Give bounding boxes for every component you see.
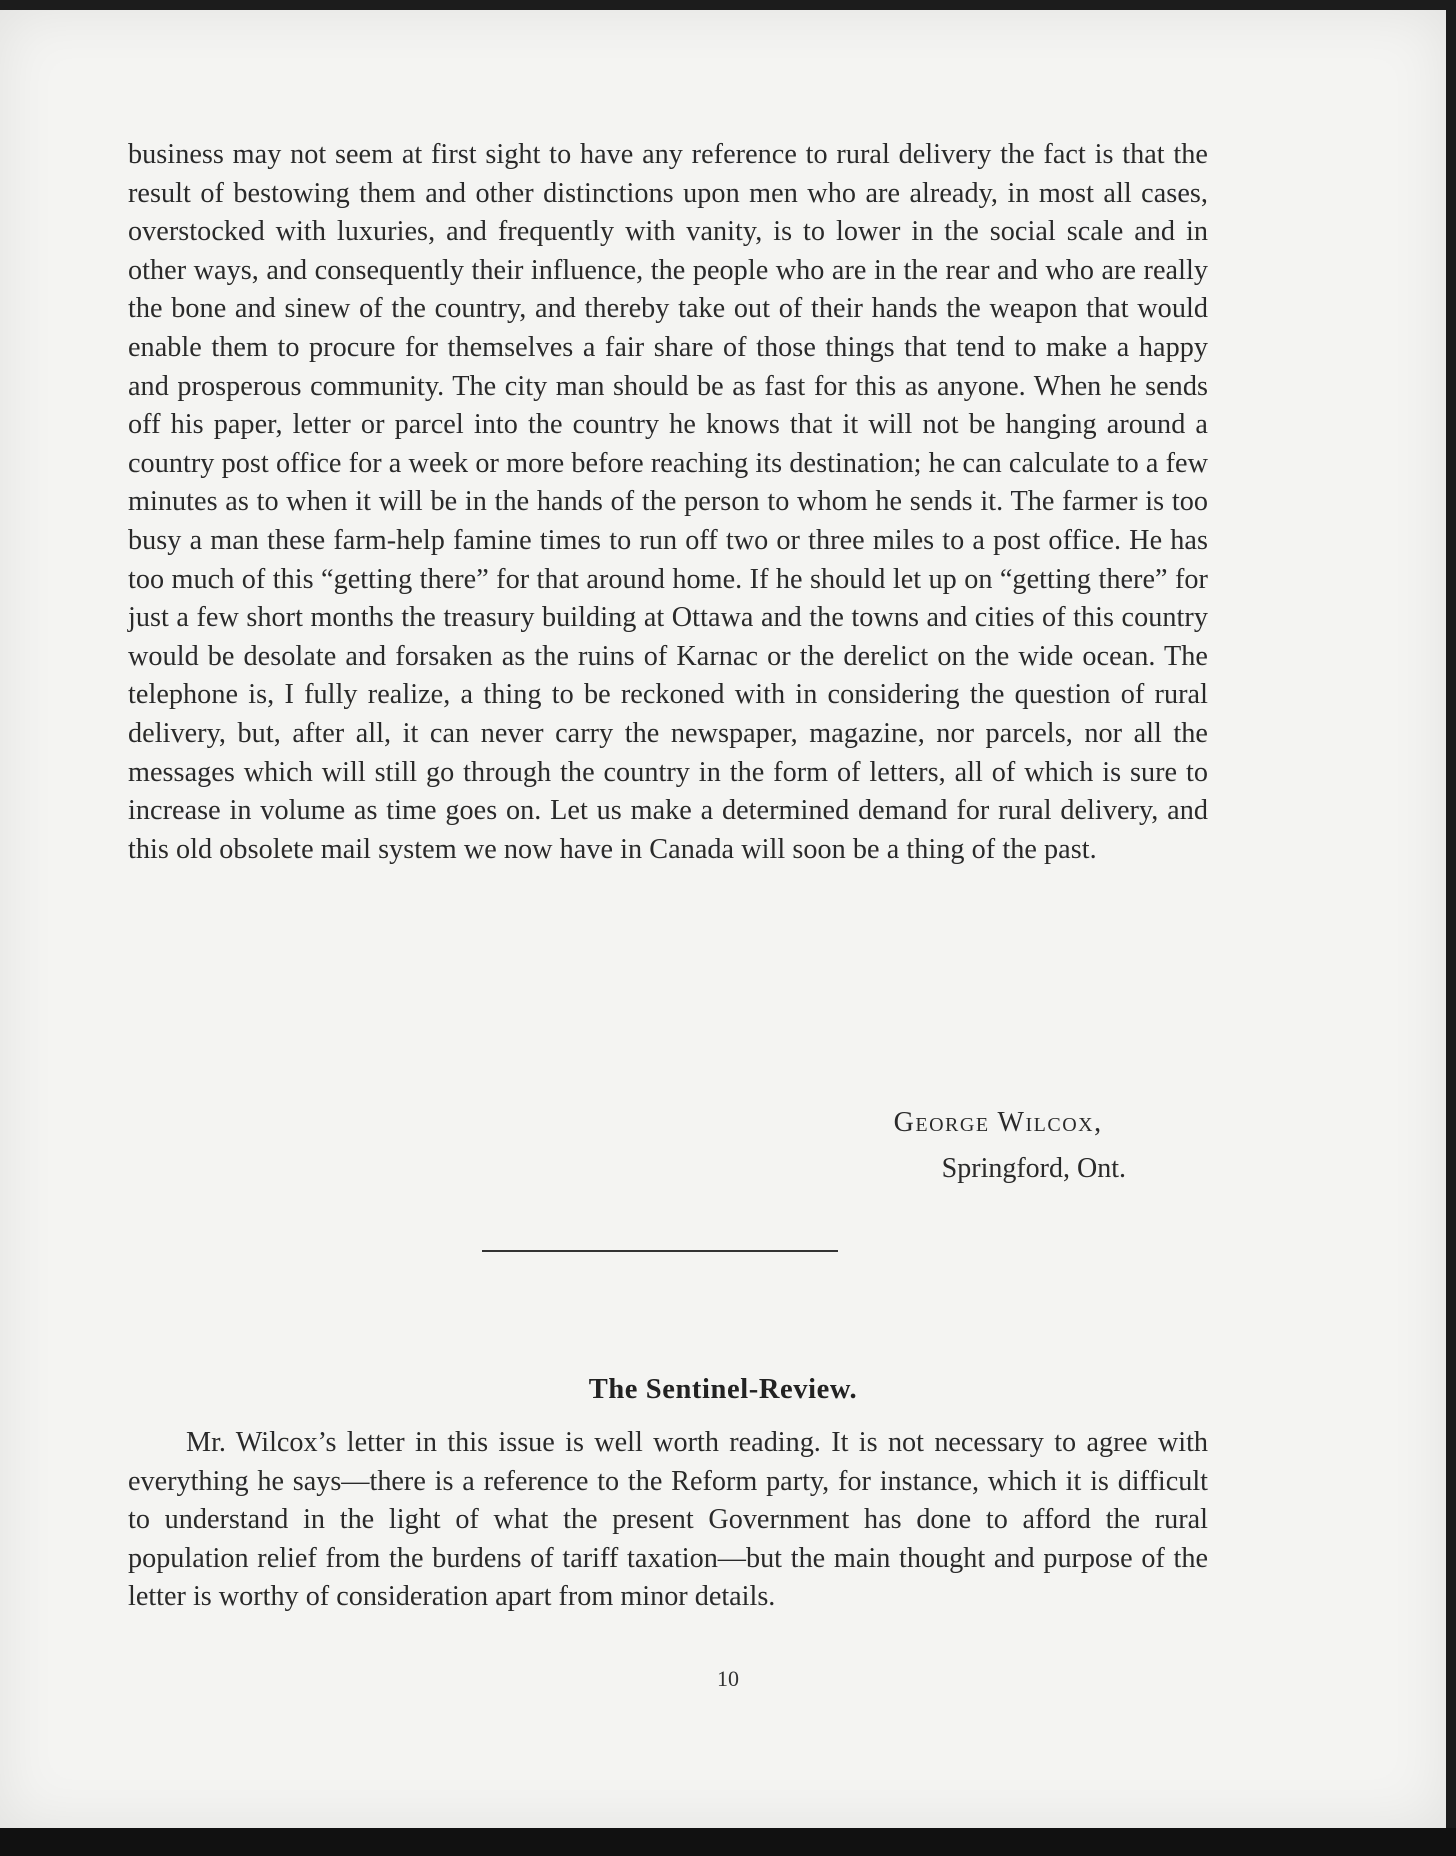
editorial-body: Mr. Wilcox’s letter in this issue is well worth reading. It is not necessary to agree with everything he says—there is a reference to the Reform party, for instance, which it is difficult to understand in the light of what the present Government has done to afford the rural population relief from the burdens of tariff taxation—but the main thought and purpose of the letter is worthy of consideration apart from minor details. <box>128 1427 1208 1613</box>
scan-border <box>0 1828 1456 1856</box>
signature-name: George Wilcox, <box>893 1107 1103 1138</box>
signature-place: Springford, Ont. <box>941 1153 1126 1184</box>
document-page <box>0 10 1446 1828</box>
letter-body: business may not seem at first sight to have any reference to rural delivery the fact is that the result of bestowing them and other distinctions upon men who are already, in most all cases, overstocked with luxuries, and frequently with vanity, is to lower in the social scale and in other ways, and consequently their influence, the people who are in the rear and who are really the bone and sinew of the country, and thereby take out of their hands the weapon that would enable them to procure for themselves a fair share of those things that tend to make a happy and prosperous community. The city man should be as fast for this as anyone. When he sends off his paper, letter or parcel into the country he knows that it will not be hanging around a country post office for a week or more before reaching its destination; he can calculate to a few minutes as to when it will be in the hands of the person to whom he sends it. The farmer is too busy a man these farm-help famine times to run off two or three miles to a post office. He has too much of this “getting there” for that around home. If he should let up on “getting there” for just a few short months the treasury building at Ottawa and the towns and cities of this country would be desolate and forsaken as the ruins of Karnac or the derelict on the wide ocean. The telephone is, I fully realize, a thing to be reckoned with in considering the question of rural delivery, but, after all, it can never carry the newspaper, magazine, nor parcels, nor all the messages which will still go through the country in the form of letters, all of which is sure to increase in volume as time goes on. Let us make a determined demand for rural delivery, and this old obsolete mail system we now have in Canada will soon be a thing of the past. <box>128 139 1208 865</box>
signature-block <box>894 1100 1126 1192</box>
page-number: 10 <box>717 1666 739 1691</box>
editorial-heading: The Sentinel-Review. <box>588 1374 858 1405</box>
section-divider <box>482 1250 838 1252</box>
